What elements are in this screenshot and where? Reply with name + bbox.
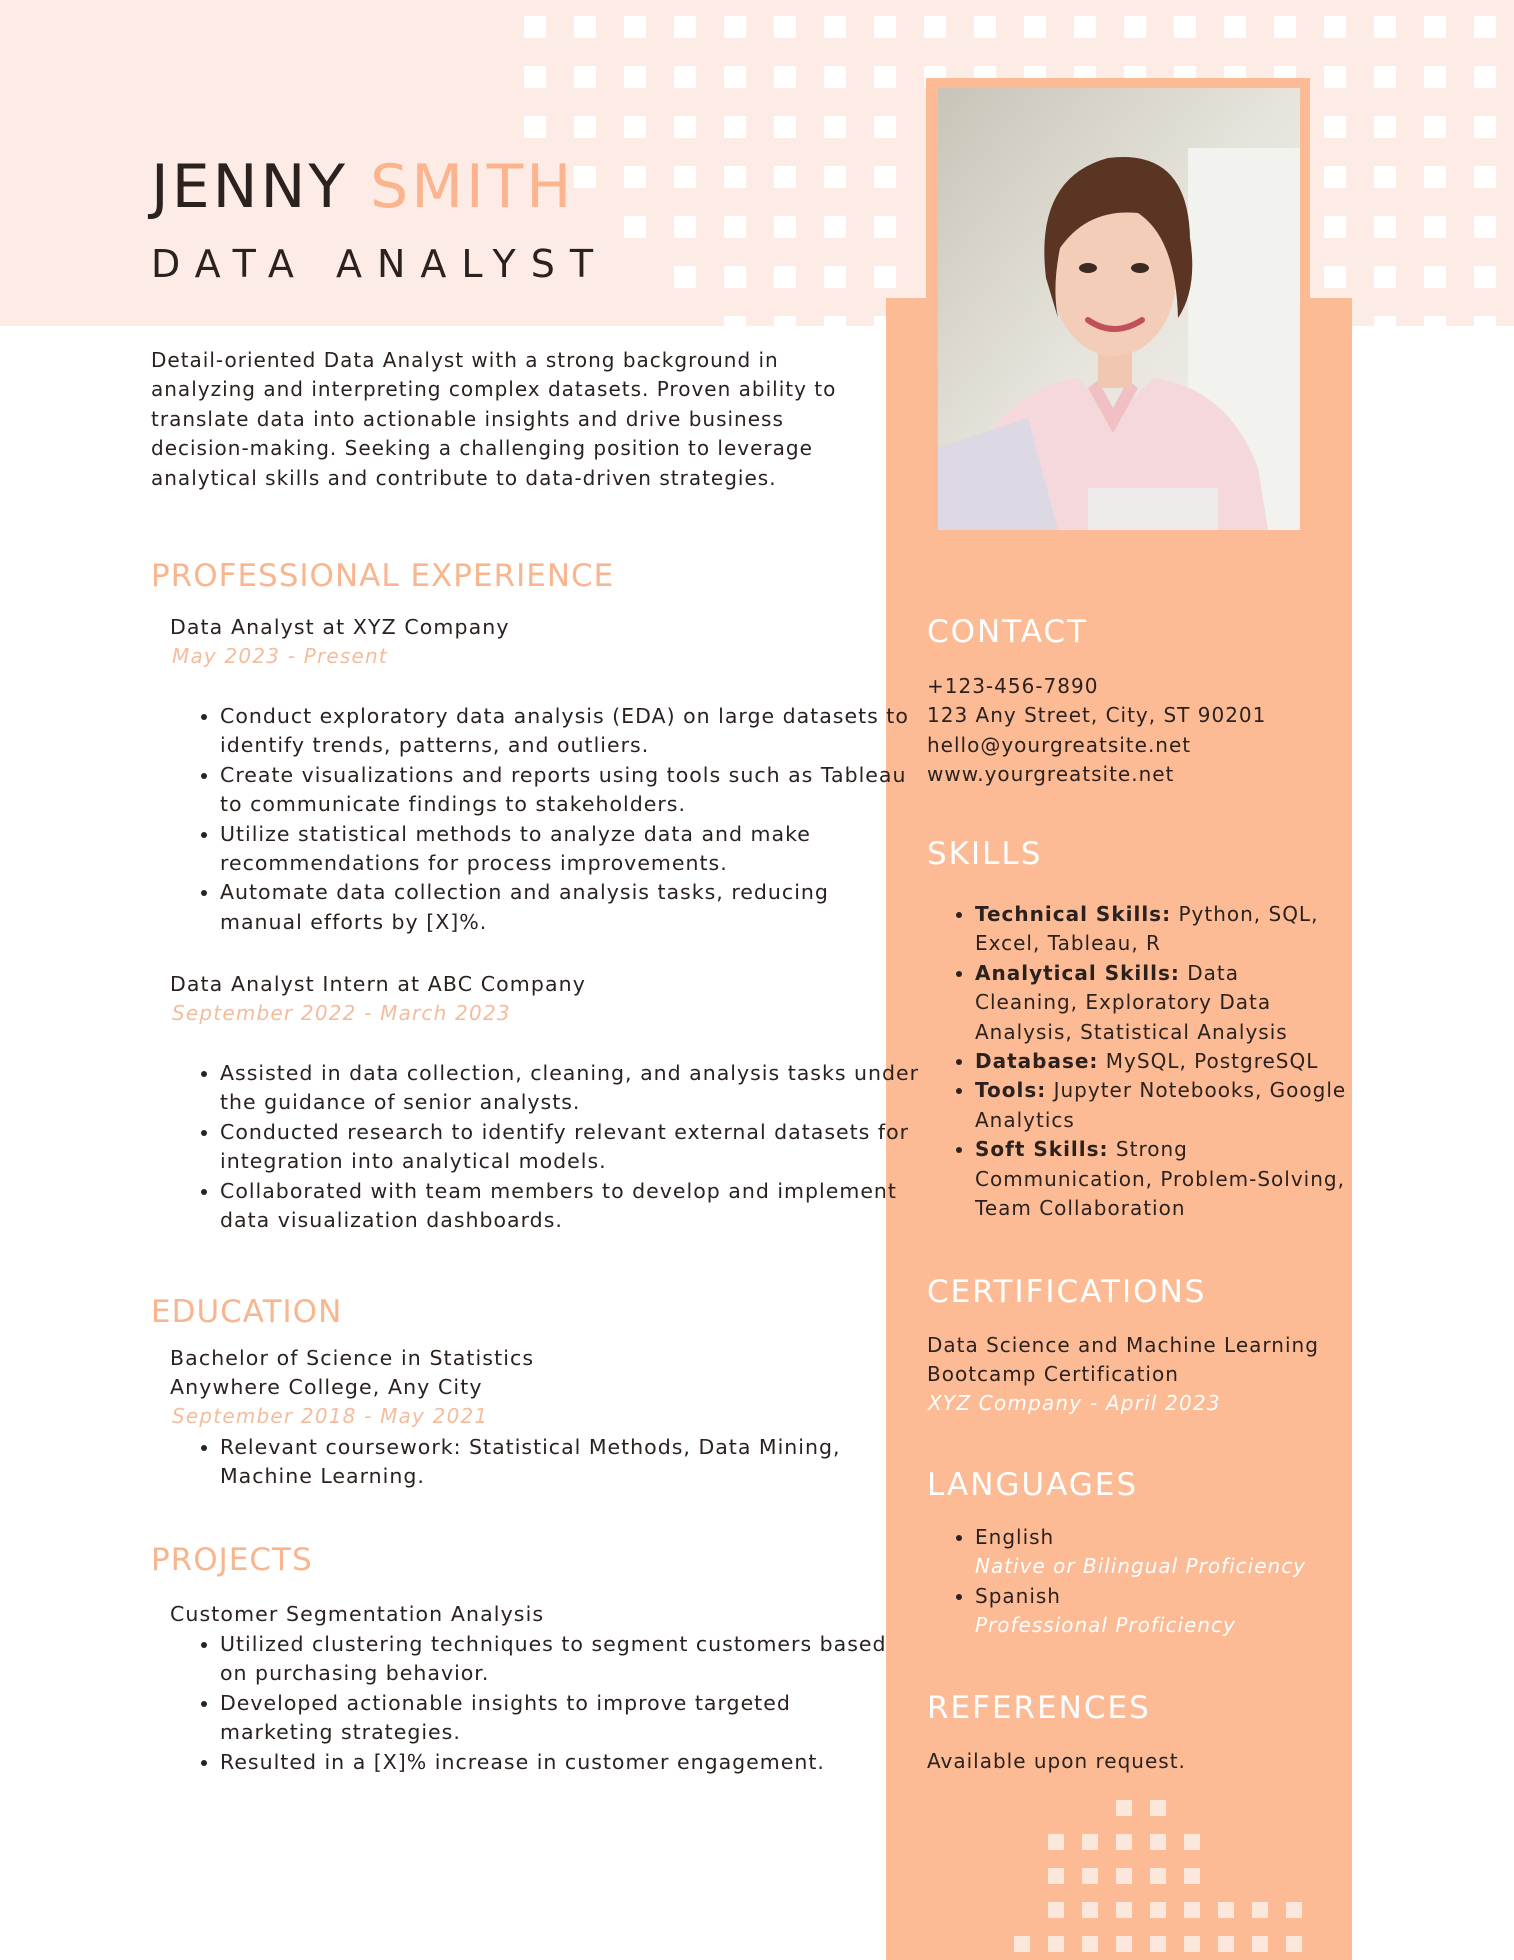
job-dates: May 2023 - Present bbox=[172, 644, 388, 668]
decorative-square bbox=[624, 116, 646, 138]
decorative-square bbox=[724, 216, 746, 238]
decorative-square bbox=[1286, 1902, 1302, 1918]
decorative-square bbox=[1324, 266, 1346, 288]
list-item: • Utilized clustering techniques to segment customers based on purchasing behavior. bbox=[220, 1630, 910, 1689]
decorative-square bbox=[1082, 1834, 1098, 1850]
decorative-square bbox=[1424, 16, 1446, 38]
list-item: • Automate data collection and analysis tasks, reducing manual efforts by [X]%. bbox=[220, 878, 910, 937]
decorative-square bbox=[624, 166, 646, 188]
decorative-square bbox=[1224, 16, 1246, 38]
decorative-square bbox=[1150, 1868, 1166, 1884]
project-bullets bbox=[172, 1630, 910, 1777]
section-heading-projects: PROJECTS bbox=[151, 1542, 313, 1578]
decorative-square bbox=[1082, 1936, 1098, 1952]
decorative-square bbox=[774, 16, 796, 38]
decorative-square bbox=[1116, 1834, 1132, 1850]
decorative-square bbox=[874, 166, 896, 188]
education-bullets bbox=[172, 1433, 910, 1492]
decorative-square bbox=[674, 266, 696, 288]
decorative-square bbox=[1150, 1902, 1166, 1918]
decorative-square bbox=[724, 166, 746, 188]
job-role: Data Analyst at XYZ Company bbox=[170, 615, 510, 639]
decorative-square bbox=[1474, 16, 1496, 38]
list-item: • Conducted research to identify relevant external datasets for integration into analytical models. bbox=[220, 1118, 920, 1177]
decorative-square bbox=[824, 16, 846, 38]
decorative-square bbox=[1082, 1868, 1098, 1884]
decorative-square bbox=[1374, 266, 1396, 288]
decorative-square bbox=[1184, 1868, 1200, 1884]
decorative-square bbox=[1374, 66, 1396, 88]
decorative-square bbox=[1150, 1936, 1166, 1952]
decorative-square bbox=[1174, 16, 1196, 38]
contact-email: hello@yourgreatsite.net bbox=[927, 732, 1192, 757]
project-title: Customer Segmentation Analysis bbox=[170, 1602, 545, 1626]
decorative-square bbox=[1116, 1800, 1132, 1816]
decorative-square bbox=[1116, 1936, 1132, 1952]
decorative-square bbox=[1024, 16, 1046, 38]
decorative-square bbox=[824, 116, 846, 138]
decorative-square bbox=[1424, 266, 1446, 288]
contact-website: www.yourgreatsite.net bbox=[927, 762, 1175, 787]
decorative-square bbox=[1374, 216, 1396, 238]
decorative-square bbox=[874, 266, 896, 288]
list-item: • Developed actionable insights to improve targeted marketing strategies. bbox=[220, 1689, 910, 1748]
section-heading-experience: PROFESSIONAL EXPERIENCE bbox=[151, 558, 615, 594]
decorative-square bbox=[724, 116, 746, 138]
decorative-square bbox=[524, 66, 546, 88]
list-item: • Spanish Professional Proficiency bbox=[975, 1582, 1355, 1641]
decorative-square bbox=[1116, 1902, 1132, 1918]
decorative-square bbox=[1150, 1800, 1166, 1816]
decorative-square bbox=[1424, 166, 1446, 188]
decorative-square bbox=[774, 116, 796, 138]
decorative-square bbox=[624, 216, 646, 238]
decorative-square bbox=[1048, 1936, 1064, 1952]
decorative-square bbox=[1374, 166, 1396, 188]
list-item: • Utilize statistical methods to analyze data and make recommendations for process improvements. bbox=[220, 820, 910, 879]
decorative-square bbox=[724, 316, 746, 338]
decorative-square bbox=[1324, 216, 1346, 238]
contact-details bbox=[927, 672, 1266, 790]
list-item: • Relevant coursework: Statistical Methods, Data Mining, Machine Learning. bbox=[220, 1433, 910, 1492]
decorative-square bbox=[874, 116, 896, 138]
list-item: • Assisted in data collection, cleaning, and analysis tasks under the guidance of senior analysts. bbox=[220, 1059, 920, 1118]
education-degree: Bachelor of Science in Statistics bbox=[170, 1346, 535, 1370]
decorative-square bbox=[1474, 216, 1496, 238]
decorative-square bbox=[1374, 16, 1396, 38]
certification-issuer: XYZ Company - April 2023 bbox=[928, 1391, 1221, 1415]
decorative-square bbox=[1474, 316, 1496, 338]
languages-list bbox=[927, 1523, 1355, 1641]
decorative-square bbox=[1252, 1902, 1268, 1918]
decorative-square bbox=[1374, 316, 1396, 338]
decorative-square bbox=[1474, 266, 1496, 288]
education-dates: September 2018 - May 2021 bbox=[172, 1404, 489, 1428]
decorative-square bbox=[1286, 1936, 1302, 1952]
decorative-square bbox=[874, 66, 896, 88]
decorative-square bbox=[974, 16, 996, 38]
decorative-square bbox=[574, 166, 596, 188]
decorative-square bbox=[1014, 1936, 1030, 1952]
section-heading-education: EDUCATION bbox=[151, 1294, 343, 1330]
decorative-square bbox=[1184, 1936, 1200, 1952]
list-item: • English Native or Bilingual Proficiency bbox=[975, 1523, 1355, 1582]
decorative-square bbox=[574, 16, 596, 38]
decorative-square bbox=[674, 66, 696, 88]
decorative-square bbox=[724, 16, 746, 38]
decorative-square bbox=[824, 166, 846, 188]
decorative-square bbox=[1324, 166, 1346, 188]
section-heading-contact: CONTACT bbox=[927, 614, 1089, 650]
decorative-square bbox=[774, 66, 796, 88]
job-bullets bbox=[172, 702, 910, 937]
references-text: Available upon request. bbox=[927, 1749, 1186, 1773]
list-item: • Technical Skills: Python, SQL, Excel, Tableau, R bbox=[975, 900, 1349, 959]
section-heading-references: REFERENCES bbox=[927, 1690, 1151, 1726]
list-item: • Analytical Skills: Data Cleaning, Exploratory Data Analysis, Statistical Analysis bbox=[975, 959, 1349, 1047]
decorative-square bbox=[774, 316, 796, 338]
decorative-square bbox=[674, 216, 696, 238]
decorative-square bbox=[1374, 116, 1396, 138]
candidate-name: JENNY SMITH bbox=[151, 152, 575, 222]
decorative-square bbox=[724, 66, 746, 88]
contact-address: 123 Any Street, City, ST 90201 bbox=[927, 703, 1267, 728]
decorative-square bbox=[1082, 1902, 1098, 1918]
decorative-square bbox=[1324, 16, 1346, 38]
job-bullets bbox=[172, 1059, 920, 1235]
decorative-square bbox=[674, 16, 696, 38]
decorative-square bbox=[774, 216, 796, 238]
decorative-square bbox=[1218, 1902, 1234, 1918]
profile-photo bbox=[938, 88, 1300, 530]
job-role: Data Analyst Intern at ABC Company bbox=[170, 972, 586, 996]
decorative-square bbox=[874, 16, 896, 38]
decorative-square bbox=[1324, 116, 1346, 138]
list-item: • Tools: Jupyter Notebooks, Google Analytics bbox=[975, 1076, 1349, 1135]
decorative-square bbox=[924, 16, 946, 38]
list-item: • Conduct exploratory data analysis (EDA) on large datasets to identify trends, patterns, and outliers. bbox=[220, 702, 910, 761]
decorative-square bbox=[574, 116, 596, 138]
decorative-square bbox=[774, 266, 796, 288]
decorative-square bbox=[1048, 1834, 1064, 1850]
list-item: • Database: MySQL, PostgreSQL bbox=[975, 1047, 1349, 1076]
decorative-square bbox=[574, 66, 596, 88]
list-item: • Collaborated with team members to develop and implement data visualization dashboards. bbox=[220, 1177, 920, 1236]
decorative-square bbox=[1424, 316, 1446, 338]
decorative-square bbox=[1184, 1834, 1200, 1850]
decorative-square bbox=[1474, 66, 1496, 88]
decorative-square bbox=[524, 116, 546, 138]
decorative-square bbox=[824, 316, 846, 338]
decorative-square bbox=[874, 216, 896, 238]
decorative-square bbox=[1324, 66, 1346, 88]
decorative-square bbox=[624, 66, 646, 88]
decorative-square bbox=[674, 166, 696, 188]
decorative-square bbox=[1048, 1902, 1064, 1918]
job-dates: September 2022 - March 2023 bbox=[172, 1001, 511, 1025]
skills-list bbox=[927, 900, 1349, 1223]
contact-phone: +123-456-7890 bbox=[927, 674, 1099, 698]
section-heading-languages: LANGUAGES bbox=[927, 1467, 1139, 1503]
list-item: • Resulted in a [X]% increase in customer engagement. bbox=[220, 1748, 910, 1777]
decorative-square bbox=[1424, 66, 1446, 88]
decorative-square bbox=[1048, 1868, 1064, 1884]
decorative-square bbox=[674, 116, 696, 138]
decorative-square bbox=[1424, 216, 1446, 238]
decorative-square bbox=[1074, 16, 1096, 38]
section-heading-certifications: CERTIFICATIONS bbox=[927, 1274, 1207, 1310]
decorative-square bbox=[1474, 116, 1496, 138]
decorative-square bbox=[1474, 166, 1496, 188]
decorative-square bbox=[624, 16, 646, 38]
profile-summary: Detail-oriented Data Analyst with a strong background in analyzing and interpreting complex datasets. Proven ability to translate data into actionable insights and drive business decision-making. Seeking a challenging position to leverage analytical skills and contribute to data-driven strategies. bbox=[151, 348, 837, 490]
list-item: • Create visualizations and reports using tools such as Tableau to communicate findings to stakeholders. bbox=[220, 761, 910, 820]
decorative-square bbox=[1124, 16, 1146, 38]
decorative-square bbox=[1424, 116, 1446, 138]
decorative-square bbox=[824, 266, 846, 288]
decorative-square bbox=[524, 16, 546, 38]
decorative-square bbox=[1252, 1936, 1268, 1952]
decorative-square bbox=[1274, 16, 1296, 38]
decorative-square bbox=[1184, 1902, 1200, 1918]
certification-name: Data Science and Machine Learning Bootcamp Certification bbox=[927, 1333, 1319, 1387]
decorative-square bbox=[774, 166, 796, 188]
decorative-square bbox=[1150, 1834, 1166, 1850]
list-item: • Soft Skills: Strong Communication, Problem-Solving, Team Collaboration bbox=[975, 1135, 1349, 1223]
decorative-square bbox=[724, 266, 746, 288]
decorative-square bbox=[824, 216, 846, 238]
job-title: DATA ANALYST bbox=[151, 242, 609, 286]
decorative-square bbox=[1116, 1868, 1132, 1884]
education-school: Anywhere College, Any City bbox=[170, 1375, 483, 1399]
decorative-square bbox=[824, 66, 846, 88]
section-heading-skills: SKILLS bbox=[927, 836, 1043, 872]
decorative-square bbox=[1218, 1936, 1234, 1952]
